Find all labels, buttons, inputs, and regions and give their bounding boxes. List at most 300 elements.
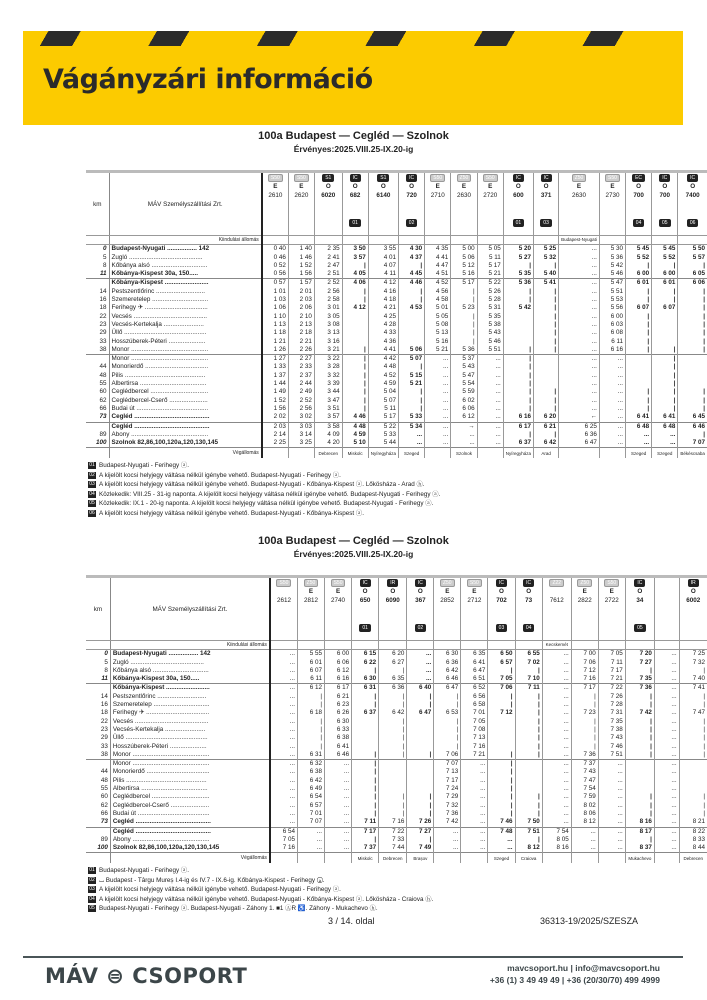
destination-label: Végállomás <box>110 853 270 864</box>
departure-time <box>625 760 654 769</box>
station-name: Monorierdő .................................... <box>109 363 262 371</box>
origin-label: Kiindulási állomás <box>110 641 270 650</box>
departure-time: | <box>703 337 705 345</box>
departure-time: | <box>352 785 379 793</box>
departure-time: ... <box>542 734 571 742</box>
departure-time: ... <box>654 718 679 726</box>
departure-time <box>488 718 515 726</box>
departure-time: | <box>434 718 461 726</box>
departure-time <box>398 321 424 329</box>
station-km: 8 <box>86 262 109 270</box>
train-category-badge: S50 <box>467 579 482 587</box>
departure-time: ... <box>270 751 298 760</box>
departure-time: 6 54 <box>270 827 298 836</box>
train-destination <box>262 448 289 459</box>
train-header <box>559 172 600 236</box>
station-row <box>86 684 707 693</box>
departure-time: 5 51 <box>599 288 625 296</box>
train-origin <box>625 236 651 245</box>
station-name: Cegléd ........................................... <box>110 818 270 827</box>
departure-time <box>503 329 533 337</box>
departure-time: | <box>703 742 705 750</box>
departure-time: | <box>703 396 705 404</box>
departure-time: 5 21 <box>425 346 451 355</box>
station-row <box>86 667 707 675</box>
departure-time: 4 48 <box>342 422 368 431</box>
departure-time: | <box>515 718 542 726</box>
departure-time: | <box>625 388 651 396</box>
departure-time: 6 47 <box>434 684 461 693</box>
departure-time: 3 58 <box>314 422 342 431</box>
train-origin <box>515 641 542 650</box>
departure-time: | <box>571 743 598 751</box>
train-category-badge: S50 <box>268 174 283 182</box>
departure-time: ... <box>652 439 678 448</box>
train-category-badge: IC <box>496 579 507 587</box>
footnote-text: A kijelölt kocsi helyjegy váltása nélkül igénybe vehető. Budapest-Nyugati - Kőbánya-Kispest ⓐ. Lőkösháza - Arad ⓗ. <box>99 481 425 489</box>
departure-time: 7 38 <box>598 726 625 734</box>
departure-time: | <box>625 743 654 751</box>
departure-time: ... <box>559 363 600 371</box>
train-class: O <box>417 588 423 595</box>
departure-time: ... <box>654 810 679 818</box>
departure-time: ... <box>425 388 451 396</box>
footnote <box>88 895 707 905</box>
station-row <box>86 793 707 801</box>
departure-time: ... <box>461 844 488 853</box>
departure-time: ... <box>325 793 352 801</box>
station-row <box>86 818 707 827</box>
departure-time: 3 14 <box>288 431 314 439</box>
station-row <box>86 844 707 853</box>
departure-time: 3 51 <box>314 405 342 413</box>
departure-time: | <box>488 701 515 709</box>
timetable-grid <box>86 170 707 458</box>
station-name: Ferihegy ✈ .................................... <box>110 709 270 717</box>
departure-time: ... <box>407 650 434 659</box>
departure-time: | <box>652 397 678 405</box>
departure-time: | <box>534 431 559 439</box>
departure-time: | <box>652 372 678 380</box>
departure-time: 7 17 <box>571 684 598 693</box>
departure-time: ... <box>542 709 571 717</box>
departure-time: ... <box>461 802 488 810</box>
departure-time: ... <box>542 726 571 734</box>
departure-time: ... <box>598 793 625 801</box>
departure-time: 4 42 <box>368 355 398 364</box>
timetable-2-validity: Érvényes:2025.VIII.25-IX.20-ig <box>293 549 414 559</box>
train-class: O <box>390 588 396 595</box>
departure-time <box>625 777 654 785</box>
train-header <box>571 577 598 641</box>
train-destination <box>599 448 625 459</box>
departure-time: 7 12 <box>488 709 515 717</box>
station-name: Pilis .............................................. <box>110 777 270 785</box>
departure-time: | <box>503 296 533 304</box>
departure-time: | <box>703 320 705 328</box>
departure-time: ... <box>425 413 451 422</box>
train-number: 2852 <box>440 597 455 604</box>
departure-time: 6 16 <box>503 413 533 422</box>
departure-time: | <box>434 734 461 742</box>
departure-time: 3 08 <box>314 321 342 329</box>
departure-time: 6 42 <box>379 709 407 717</box>
departure-time: 7 36 <box>434 810 461 818</box>
departure-time <box>534 363 559 371</box>
departure-time: 6 42 <box>297 777 324 785</box>
station-km: 62 <box>86 397 109 405</box>
train-class: E <box>609 588 614 595</box>
train-class: E <box>488 183 493 190</box>
departure-time: 7 50 <box>515 818 542 827</box>
departure-time: 6 30 <box>434 650 461 659</box>
train-origin <box>398 236 424 245</box>
departure-time: | <box>571 718 598 726</box>
departure-time: 3 57 <box>342 254 368 262</box>
departure-time: 8 02 <box>571 802 598 810</box>
departure-time: 5 07 <box>398 355 424 364</box>
train-origin <box>679 641 707 650</box>
departure-time: 5 57 <box>692 253 705 261</box>
train-header <box>352 577 379 641</box>
departure-time: 7 21 <box>461 751 488 760</box>
departure-time: 6 23 <box>325 701 352 709</box>
departure-time: 6 46 <box>434 675 461 684</box>
departure-time: ... <box>542 701 571 709</box>
departure-time: ... <box>542 718 571 726</box>
departure-time: 2 13 <box>288 321 314 329</box>
train-destination <box>270 853 298 864</box>
departure-time: | <box>379 718 407 726</box>
departure-time: | <box>703 388 705 396</box>
footnote <box>88 885 707 895</box>
departure-time: | <box>488 768 515 776</box>
departure-time: 2 52 <box>314 279 342 288</box>
departure-time: | <box>515 726 542 734</box>
departure-time: ... <box>559 338 600 346</box>
departure-time: ... <box>542 760 571 769</box>
departure-time: | <box>352 701 379 709</box>
departure-time: | <box>534 313 559 321</box>
train-origin <box>407 641 434 650</box>
train-header <box>434 577 461 641</box>
departure-time: 6 00 <box>325 650 352 659</box>
departure-time: | <box>534 296 559 304</box>
footnote-number: 01 <box>89 867 95 874</box>
departure-time: 7 11 <box>515 684 542 693</box>
departure-time: | <box>652 346 678 355</box>
departure-time <box>407 785 434 793</box>
departure-time: ... <box>425 355 451 364</box>
departure-time: 8 06 <box>571 810 598 818</box>
train-category-badge: S50 <box>483 174 498 182</box>
departure-time: 6 37 <box>503 439 533 448</box>
train-destination: Miskolc <box>342 448 368 459</box>
departure-time: | <box>488 802 515 810</box>
station-row <box>86 675 707 684</box>
departure-time: ... <box>599 380 625 388</box>
station-row <box>86 262 707 270</box>
departure-time: ... <box>270 785 298 793</box>
departure-time: 7 16 <box>571 675 598 684</box>
train-destination: Brașov <box>407 853 434 864</box>
departure-time: 6 12 <box>451 413 477 422</box>
footnote-marker: 02 <box>415 624 427 632</box>
departure-time: 4 52 <box>368 372 398 380</box>
station-km <box>86 760 110 769</box>
train-origin <box>270 641 298 650</box>
departure-time: | <box>534 388 559 396</box>
station-km <box>86 684 110 693</box>
departure-time: ... <box>325 844 352 853</box>
departure-time: | <box>407 793 434 801</box>
departure-time: | <box>703 666 705 674</box>
departure-time: | <box>703 809 705 817</box>
station-name: Hosszúberek-Péteri ..................... <box>109 338 262 346</box>
departure-time: ... <box>598 760 625 769</box>
station-km: 23 <box>86 321 109 329</box>
departure-time <box>407 768 434 776</box>
train-category-badge: S50 <box>430 174 445 182</box>
train-class: E <box>308 588 314 595</box>
train-number: 2812 <box>303 597 318 604</box>
departure-time <box>679 785 707 793</box>
departure-time: 1 21 <box>262 338 289 346</box>
departure-time: 5 17 <box>451 279 477 288</box>
departure-time: | <box>515 734 542 742</box>
train-class: E <box>582 588 587 595</box>
departure-time: 1 33 <box>262 363 289 371</box>
departure-time: 2 56 <box>288 405 314 413</box>
train-destination: Arad <box>534 448 559 459</box>
train-header <box>599 172 625 236</box>
departure-time: | <box>652 363 678 371</box>
departure-time: ... <box>477 388 503 396</box>
train-origin <box>434 641 461 650</box>
departure-time <box>342 313 368 321</box>
departure-time: ... <box>598 818 625 827</box>
departure-time: 4 59 <box>342 431 368 439</box>
station-km <box>86 355 109 364</box>
departure-time: 3 47 <box>314 397 342 405</box>
departure-time: | <box>571 734 598 742</box>
train-number: 2620 <box>294 192 309 199</box>
departure-time: 7 42 <box>434 818 461 827</box>
departure-time: 4 11 <box>368 270 398 279</box>
departure-time: | <box>625 718 654 726</box>
footnote-number: 04 <box>89 490 95 497</box>
footnote-text: Közlekedik: VIII.25 - 31-ig naponta. A kijelölt kocsi helyjegy váltása nélkül igénybe vehető. Budapest-Nyugati - Ferihegy ⓐ. <box>99 490 441 498</box>
departure-time: 4 56 <box>425 288 451 296</box>
departure-time: ... <box>407 659 434 667</box>
train-destination <box>461 853 488 864</box>
departure-time: 5 32 <box>534 254 559 262</box>
departure-time: 7 41 <box>679 684 707 693</box>
departure-time: ... <box>599 397 625 405</box>
train-origin <box>425 236 451 245</box>
train-origin <box>451 236 477 245</box>
departure-time: 7 24 <box>434 785 461 793</box>
departure-time: ... <box>297 844 324 853</box>
station-km: 14 <box>86 693 110 701</box>
departure-time: 5 35 <box>503 270 533 279</box>
departure-time: 3 01 <box>314 304 342 312</box>
train-class: O <box>543 183 549 190</box>
departure-time: 1 52 <box>262 397 289 405</box>
departure-time: ... <box>598 802 625 810</box>
train-class: O <box>362 588 368 595</box>
departure-time: 4 35 <box>425 245 451 254</box>
station-row <box>86 709 707 717</box>
departure-time: 3 55 <box>368 245 398 254</box>
origin-label: Kiindulási állomás <box>109 236 262 245</box>
departure-time: | <box>488 760 515 769</box>
footnote <box>88 480 707 490</box>
departure-time: 5 10 <box>342 439 368 448</box>
departure-time: 4 16 <box>368 288 398 296</box>
train-number: 700 <box>633 192 644 199</box>
train-class: E <box>576 183 582 190</box>
station-row <box>86 431 707 439</box>
train-destination: Szeged <box>488 853 515 864</box>
departure-time: 5 11 <box>368 405 398 413</box>
station-km: 66 <box>86 405 109 413</box>
train-destination: Szeged <box>625 448 651 459</box>
departure-time: | <box>297 726 324 734</box>
train-destination <box>325 853 352 864</box>
train-header <box>542 577 571 641</box>
footnotes <box>88 461 707 518</box>
train-category-badge: Z50 <box>572 174 587 182</box>
departure-time <box>625 768 654 776</box>
departure-time: 5 37 <box>451 355 477 364</box>
departure-time <box>679 760 707 769</box>
train-origin <box>654 641 679 650</box>
departure-time: 0 57 <box>262 279 289 288</box>
departure-time: 6 57 <box>488 659 515 667</box>
departure-time: | <box>297 701 324 709</box>
departure-time: | <box>571 701 598 709</box>
train-header <box>342 172 368 236</box>
train-class: E <box>610 183 615 190</box>
footnote-text: Budapest-Nyugati - Ferihegy ⓐ. <box>99 867 189 875</box>
train-header <box>297 577 324 641</box>
departure-time: 6 41 <box>461 659 488 667</box>
train-header <box>652 172 678 236</box>
departure-time: | <box>352 777 379 785</box>
departure-time: 6 36 <box>434 659 461 667</box>
departure-time: 1 56 <box>288 270 314 279</box>
departure-time: | <box>571 693 598 701</box>
station-km: 89 <box>86 431 109 439</box>
train-header <box>451 172 477 236</box>
operator-header: MÁV Személyszállítási Zrt. <box>110 577 270 641</box>
departure-time: ... <box>598 777 625 785</box>
train-destination <box>288 448 314 459</box>
departure-time: ... <box>434 844 461 853</box>
footnotes <box>88 866 707 914</box>
departure-time: | <box>534 338 559 346</box>
departure-time: | <box>398 388 424 396</box>
train-destination: Szeged <box>398 448 424 459</box>
station-row <box>86 270 707 279</box>
departure-time: ... <box>477 363 503 371</box>
departure-time: | <box>503 388 533 396</box>
departure-time: ... <box>270 701 298 709</box>
station-km: 22 <box>86 718 110 726</box>
departure-time: ... <box>477 431 503 439</box>
departure-time: | <box>379 743 407 751</box>
departure-time: ... <box>654 659 679 667</box>
footnote-number: 03 <box>89 886 95 893</box>
footnote-marker: 03 <box>496 624 508 632</box>
station-km: 33 <box>86 743 110 751</box>
contact-phone: +36 (1) 3 49 49 49 | +36 (20/30/70) 499 4999 <box>489 975 660 985</box>
train-destination <box>434 853 461 864</box>
departure-time: 6 38 <box>325 734 352 742</box>
departure-time: | <box>434 701 461 709</box>
departure-time: 3 57 <box>314 413 342 422</box>
departure-time: ... <box>654 726 679 734</box>
departure-time: 6 26 <box>325 709 352 717</box>
departure-time <box>398 313 424 321</box>
departure-time: 6 36 <box>379 684 407 693</box>
departure-time: 5 47 <box>599 279 625 288</box>
departure-time: 5 36 <box>451 346 477 355</box>
departure-time: 6 58 <box>461 701 488 709</box>
departure-time: ... <box>542 768 571 776</box>
departure-time: 4 47 <box>425 262 451 270</box>
departure-time: ... <box>477 372 503 380</box>
departure-time: ... <box>270 684 298 693</box>
footnote-number: 05 <box>89 905 95 912</box>
departure-time: 6 41 <box>325 743 352 751</box>
departure-time: | <box>407 693 434 701</box>
departure-time: 7 37 <box>571 760 598 769</box>
train-origin <box>368 236 398 245</box>
departure-time: 6 48 <box>625 422 651 431</box>
train-category-badge: S50 <box>605 174 620 182</box>
departure-time: | <box>488 693 515 701</box>
train-header <box>625 172 651 236</box>
train-header <box>625 577 654 641</box>
departure-time: → <box>451 422 477 431</box>
station-km: 55 <box>86 380 109 388</box>
departure-time: ... <box>654 650 679 659</box>
departure-time: 6 16 <box>325 675 352 684</box>
departure-time: ... <box>654 785 679 793</box>
station-name: Szolnok 82,86,100,120a,120,130,145 <box>110 844 270 853</box>
departure-time: ... <box>325 827 352 836</box>
departure-time: 4 46 <box>398 279 424 288</box>
departure-time: | <box>352 667 379 675</box>
departure-time: 4 06 <box>342 279 368 288</box>
departure-time: 2 02 <box>262 413 289 422</box>
station-km: 29 <box>86 734 110 742</box>
departure-time: ... <box>270 760 298 769</box>
departure-time: 7 31 <box>598 709 625 717</box>
station-row <box>86 777 707 785</box>
departure-time: | <box>503 346 533 355</box>
train-origin <box>652 236 678 245</box>
departure-time <box>679 768 707 776</box>
departure-time: 5 59 <box>451 388 477 396</box>
footnote-marker: 02 <box>406 219 418 227</box>
departure-time: 6 27 <box>379 659 407 667</box>
departure-time: ... <box>654 802 679 810</box>
departure-time: 7 17 <box>352 827 379 836</box>
footnote-text: Budapest-Nyugati - Ferihegy ⓐ. <box>99 462 189 470</box>
